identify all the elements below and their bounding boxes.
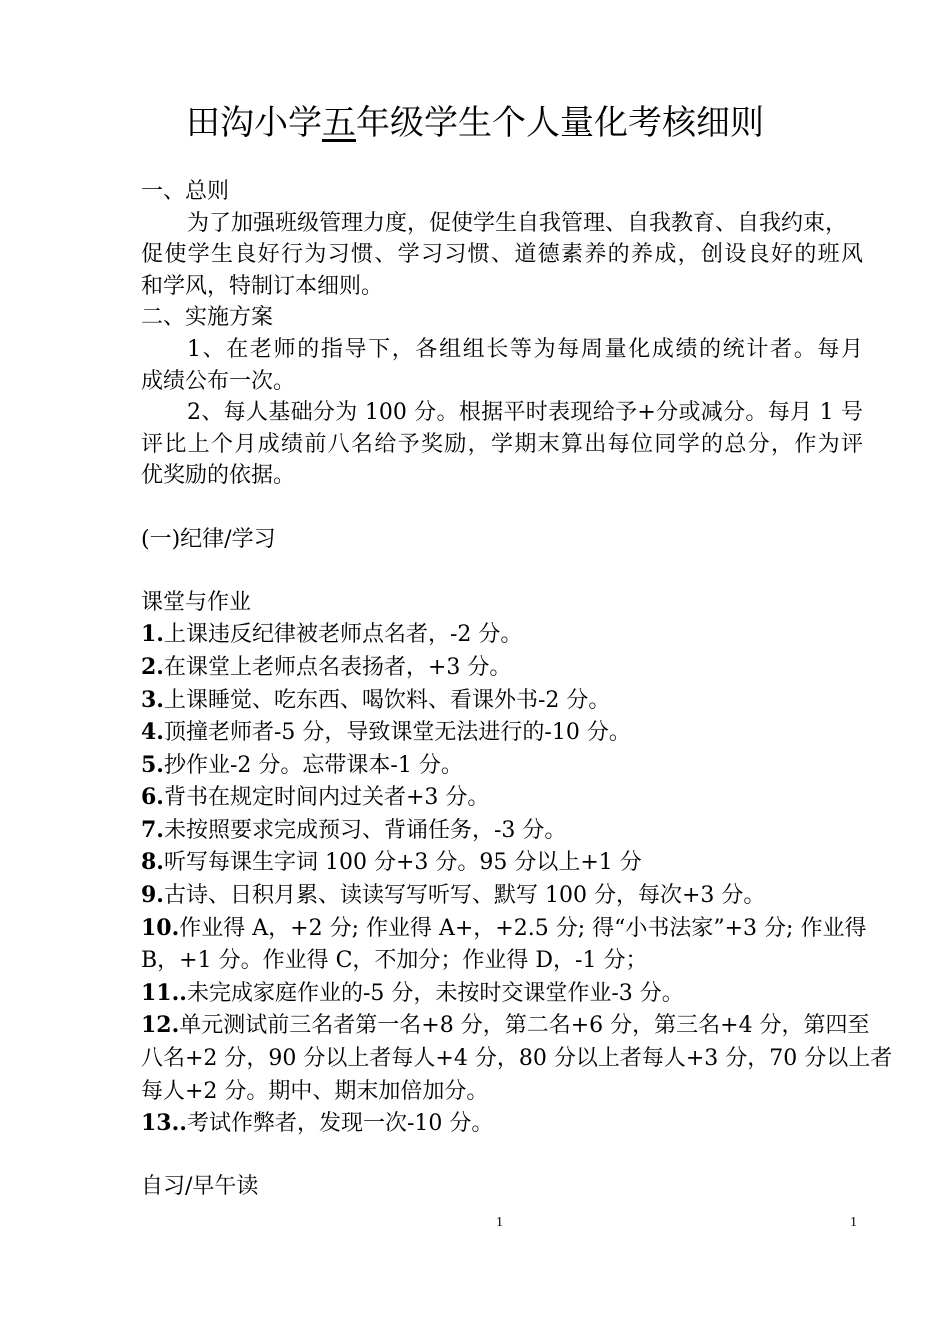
rule-text: 未按照要求完成预习、背诵任务，-3 分。 bbox=[163, 817, 567, 843]
rule-item-continued bbox=[141, 944, 863, 977]
rule-item bbox=[141, 977, 863, 1010]
page-number-right: 1 bbox=[850, 1215, 857, 1230]
rule-number: 10. bbox=[141, 914, 180, 941]
rule-number: 9. bbox=[141, 882, 164, 909]
rule-text: 上课违反纪律被老师点名者，-2 分。 bbox=[163, 622, 523, 648]
plan-paragraph-line: 1、在老师的指导下，各组组长等为每周量化成绩的统计者。每月 bbox=[187, 336, 863, 362]
subheading-self-study: 自习/早午读 bbox=[141, 1174, 259, 1200]
rule-text: 古诗、日积月累、读读写写听写、默写 100 分，每次+3 分。 bbox=[163, 883, 766, 909]
title-part-2: 年级学生个人量化考核细则 bbox=[356, 103, 764, 143]
rule-number: 1. bbox=[141, 621, 164, 648]
rule-item bbox=[141, 749, 863, 782]
rule-text: 背书在规定时间内过关者+3 分。 bbox=[163, 785, 490, 811]
rule-item-continued bbox=[141, 1075, 863, 1108]
spacer bbox=[141, 1140, 863, 1172]
category-heading: (一)纪律/学习 bbox=[141, 526, 276, 552]
rule-item bbox=[141, 912, 867, 945]
rule-text: 上课睡觉、吃东西、喝饮料、看课外书-2 分。 bbox=[163, 687, 611, 713]
document-body bbox=[141, 176, 893, 1203]
rule-number: 7. bbox=[141, 816, 164, 843]
rule-number: 13.. bbox=[141, 1110, 187, 1137]
rule-item bbox=[141, 846, 863, 879]
rule-item bbox=[141, 716, 863, 749]
rule-item bbox=[141, 814, 863, 847]
rule-item bbox=[141, 1009, 870, 1042]
rule-number: 2. bbox=[141, 653, 164, 680]
rule-text: 八名+2 分，90 分以上者每人+4 分，80 分以上者每人+3 分，70 分以上者 bbox=[141, 1046, 893, 1072]
rule-number: 4. bbox=[141, 719, 164, 746]
rule-text: 在课堂上老师点名表扬者，+3 分。 bbox=[163, 654, 512, 680]
rule-item-continued bbox=[141, 1042, 893, 1075]
general-paragraph-line: 和学风，特制订本细则。 bbox=[141, 273, 384, 299]
rule-item bbox=[141, 781, 863, 814]
rule-number: 5. bbox=[141, 751, 164, 778]
rule-text: 抄作业-2 分。忘带课本-1 分。 bbox=[163, 752, 463, 778]
rule-item bbox=[141, 1107, 863, 1140]
rule-text: 考试作弊者，发现一次-10 分。 bbox=[186, 1111, 494, 1137]
rule-item bbox=[141, 879, 863, 912]
rule-text: 作业得 A，+2 分; 作业得 A+，+2.5 分; 得“小书法家”+3 分; 作业得 bbox=[179, 915, 867, 941]
rule-text: 单元测试前三名者第一名+8 分，第二名+6 分，第三名+4 分，第四至 bbox=[179, 1013, 870, 1039]
plan-paragraph-line: 2、每人基础分为 100 分。根据平时表现给予+分或减分。每月 1 号 bbox=[187, 400, 863, 426]
title-part-1: 田沟小学 bbox=[186, 103, 322, 143]
spacer bbox=[141, 555, 863, 587]
general-paragraph-line: 促使学生良好行为习惯、学习习惯、道德素养的养成，创设良好的班风 bbox=[141, 242, 863, 268]
rule-number: 3. bbox=[141, 686, 164, 713]
rule-text: B，+1 分。作业得 C，不加分；作业得 D，-1 分； bbox=[141, 948, 648, 974]
rule-item bbox=[141, 684, 863, 717]
document-title bbox=[0, 100, 950, 146]
plan-paragraph-line: 成绩公布一次。 bbox=[141, 368, 296, 394]
rule-text: 未完成家庭作业的-5 分，未按时交课堂作业-3 分。 bbox=[186, 980, 684, 1006]
rule-number: 11.. bbox=[141, 979, 187, 1006]
rule-number: 8. bbox=[141, 849, 164, 876]
rule-number: 6. bbox=[141, 784, 164, 811]
rule-item bbox=[141, 651, 863, 684]
general-paragraph-line: 为了加强班级管理力度，促使学生自我管理、自我教育、自我约束， bbox=[187, 210, 848, 236]
page-number-center: 1 bbox=[496, 1215, 503, 1230]
subheading-class-homework: 课堂与作业 bbox=[141, 589, 252, 615]
rules-list bbox=[141, 618, 893, 1140]
rule-number: 12. bbox=[141, 1012, 180, 1039]
rule-text: 每人+2 分。期中、期末加倍加分。 bbox=[141, 1078, 489, 1104]
spacer bbox=[141, 492, 863, 524]
section-heading-general: 一、总则 bbox=[141, 179, 230, 204]
plan-paragraph-line: 优奖励的依据。 bbox=[141, 463, 296, 489]
rule-item bbox=[141, 618, 863, 651]
rule-text: 顶撞老师者-5 分，导致课堂无法进行的-10 分。 bbox=[163, 720, 631, 746]
title-grade-underlined: 五 bbox=[322, 103, 356, 143]
plan-paragraph-line: 评比上个月成绩前八名给予奖励，学期末算出每位同学的总分，作为评 bbox=[141, 431, 863, 457]
rule-text: 听写每课生字词 100 分+3 分。95 分以上+1 分 bbox=[163, 850, 642, 876]
section-heading-plan: 二、实施方案 bbox=[141, 305, 274, 331]
